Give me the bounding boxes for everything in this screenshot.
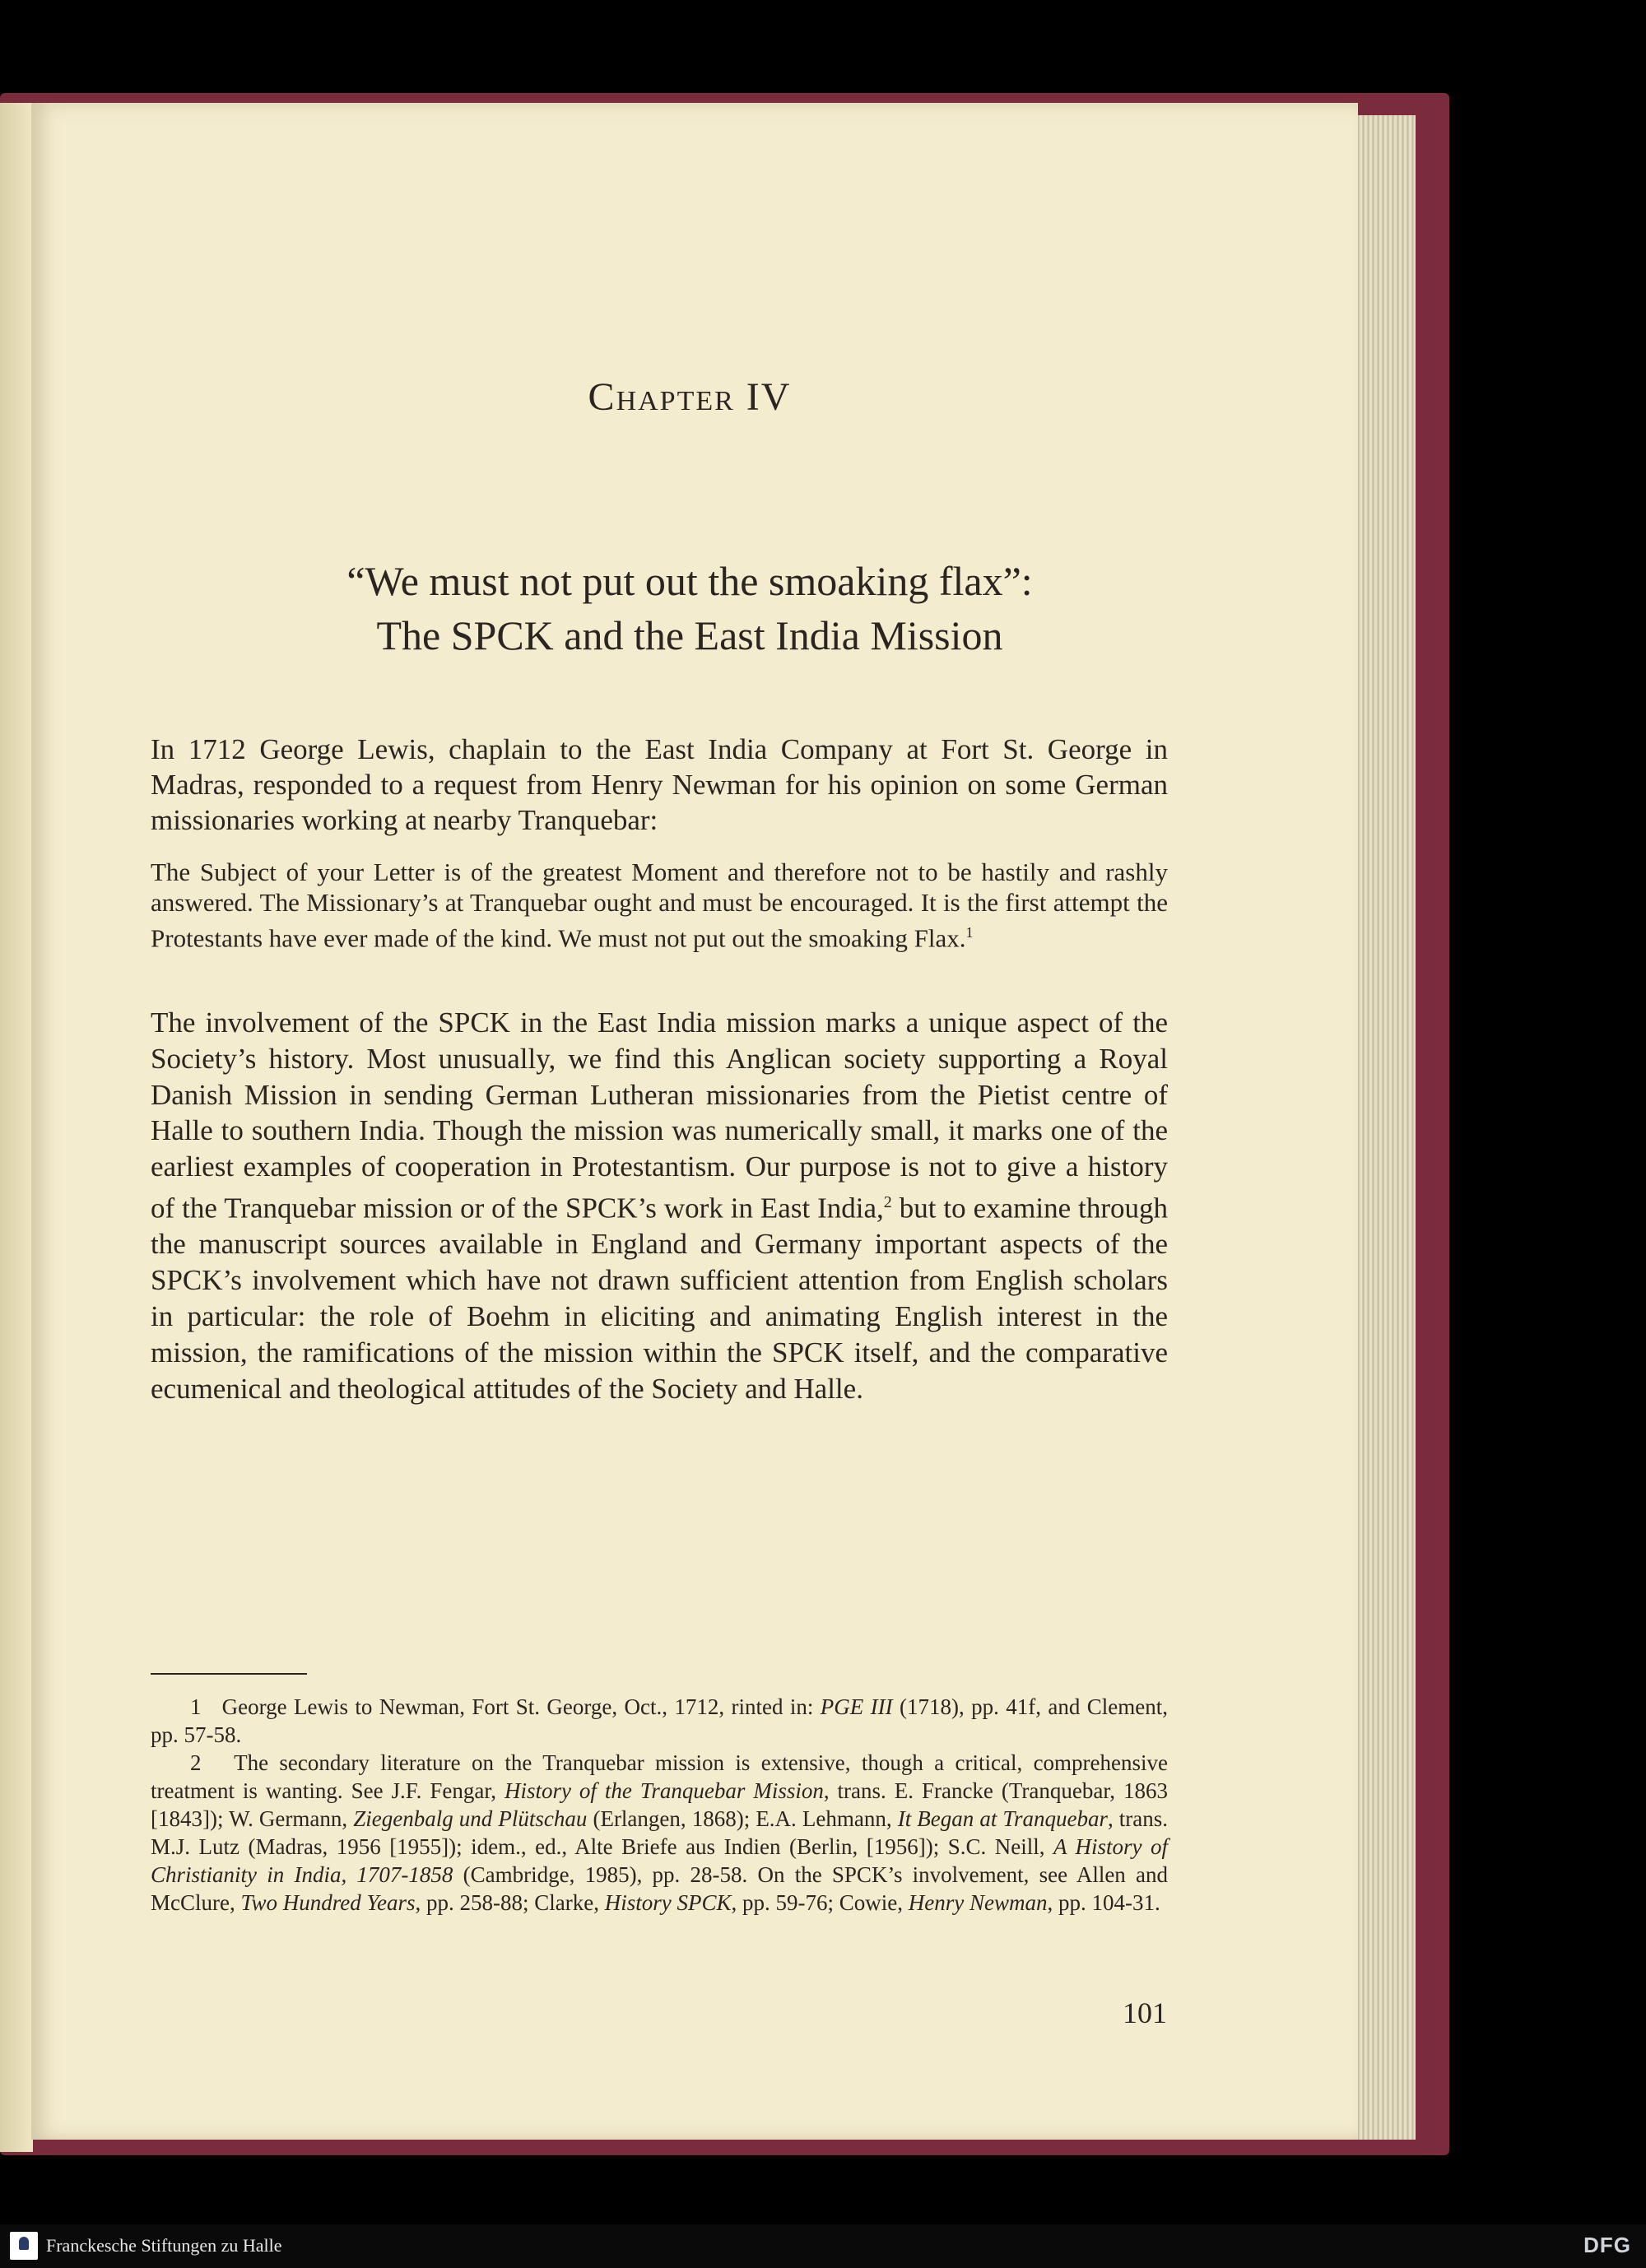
footnote-2-text: , trans. E. Francke (Tranquebar, 1863 [1843]); W. Germann,: [151, 1778, 1168, 1831]
page-block-edge: [1350, 115, 1416, 2140]
footnote-2-title: A History of Christianity in India, 1707-1858: [151, 1834, 1168, 1887]
institution-name[interactable]: Franckesche Stiftungen zu Halle: [46, 2235, 282, 2256]
main-paragraph-part-2: but to examine through the manuscript sources available in England and Germany important aspects of the SPCK’s involvement which have not drawn sufficient attention from English scholars in particular: the role of Boehm in eliciting and animating English interest in the mission, the ramifications of the mission within the SPCK itself, and the comparative ecumenical and theological attitudes of the Society and Halle.: [151, 1192, 1168, 1405]
footnote-2: [151, 1749, 1168, 1917]
footnote-ref-2: 2: [883, 1192, 892, 1211]
footnote-1-number: 1: [190, 1694, 202, 1719]
footnote-ref-1: 1: [965, 924, 974, 941]
chapter-title-line-2: The SPCK and the East India Mission: [376, 612, 1003, 658]
main-paragraph: [151, 1005, 1168, 1406]
previous-page-edge: [0, 103, 33, 2152]
intro-paragraph: In 1712 George Lewis, chaplain to the East India Company at Fort St. George in Madras, responded to a request from Henry Newman for his opinion on some German missionaries working at nearby Tranquebar:: [151, 733, 1168, 836]
footnote-1: [151, 1693, 1168, 1749]
footnote-2-title: History of the Tranquebar Mission: [504, 1778, 824, 1803]
block-quote: [151, 857, 1168, 953]
footnotes: [151, 1693, 1168, 1917]
footnote-divider: [151, 1673, 307, 1675]
footnote-2-title: Ziegenbalg und Plütschau: [353, 1806, 588, 1831]
footnote-2-text: , trans. M.J. Lutz (Madras, 1956 [1955]); idem., ed., Alte Briefe aus Indien (Berlin, [1956]); S.C. Neill,: [151, 1806, 1169, 1859]
chapter-title: [31, 554, 1348, 662]
footnote-2-text: , pp. 59-76; Cowie,: [731, 1890, 909, 1915]
footnote-2-text: , pp. 104-31.: [1047, 1890, 1160, 1915]
footnote-1-italic: PGE III: [820, 1694, 893, 1719]
institution-logo-icon[interactable]: [10, 2232, 38, 2260]
chapter-title-line-1: “We must not put out the smoaking flax”:: [346, 558, 1033, 604]
footnote-2-title: History SPCK: [604, 1890, 732, 1915]
footnote-2-text: The secondary literature on the Tranquebar mission is extensive, though a critical, comprehensive treatment is wanting. See J.F. Fengar,: [151, 1750, 1169, 1803]
footnote-1-text-end: (1718), pp. 41f, and Clement, pp. 57-58.: [151, 1694, 1168, 1747]
footnote-1-text: George Lewis to Newman, Fort St. George, Oct., 1712, rinted in:: [221, 1694, 821, 1719]
main-paragraph-part-1: The involvement of the SPCK in the East India mission marks a unique aspect of the Society’s history. Most unusually, we find this Anglican society supporting a Royal Danish Mission in sending German Lutheran missionaries from the Pietist centre of Halle to southern India. Though the mission was numerically small, it marks one of the earliest examples of cooperation in Protestantism. Our purpose is not to give a history of the Tranquebar mission or of the SPCK’s work in East India,: [151, 1006, 1168, 1225]
footnote-2-number: 2: [190, 1750, 202, 1775]
footnote-2-title: It Began at Tranquebar: [897, 1806, 1108, 1831]
footnote-2-title: Henry Newman: [908, 1890, 1048, 1915]
footnote-2-text: (Cambridge, 1985), pp. 28-58. On the SPCK’s involvement, see Allen and McClure,: [151, 1862, 1169, 1915]
footnote-2-text: (Erlangen, 1868); E.A. Lehmann,: [587, 1806, 898, 1831]
quote-text: The Subject of your Letter is of the greatest Moment and therefore not to be hastily and rashly answered. The Missionary’s at Tranquebar ought and must be encouraged. It is the first attempt the Protestants have ever made of the kind. We must not put out the smoaking Flax.: [151, 857, 1168, 953]
dfg-logo[interactable]: DFG: [1583, 2233, 1631, 2257]
footnote-2-text: , pp. 258-88; Clarke,: [415, 1890, 605, 1915]
chapter-label: Chapter IV: [588, 375, 792, 419]
book-page: [31, 103, 1358, 2140]
footnote-2-title: Two Hundred Years: [240, 1890, 416, 1915]
page-number: 101: [1123, 1996, 1167, 2029]
